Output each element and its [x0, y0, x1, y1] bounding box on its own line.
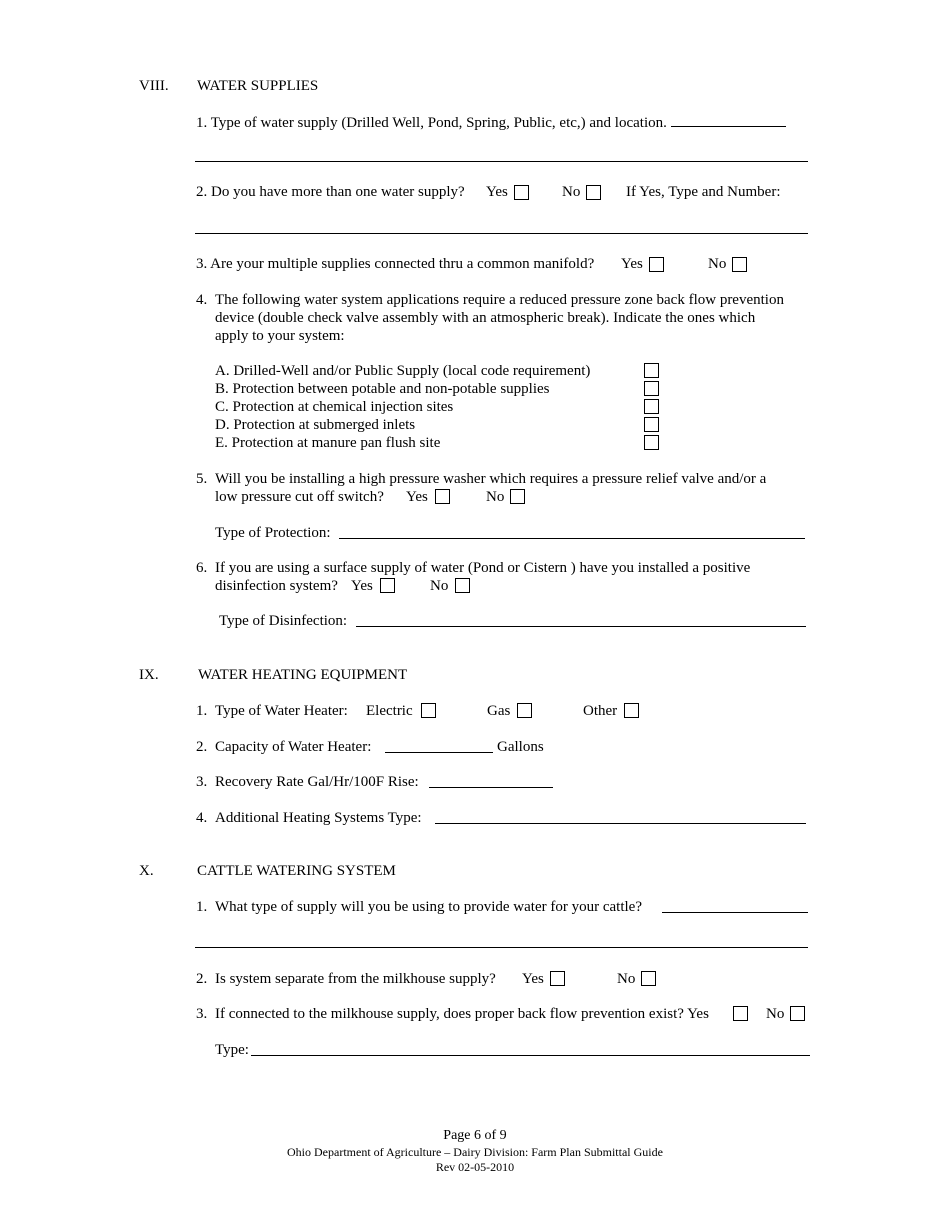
ix-q3-recovery-line[interactable] [429, 787, 553, 788]
viii-q2-if-label: If Yes, Type and Number: [626, 184, 781, 200]
viii-q2-yes-label: Yes [486, 184, 508, 200]
x-q1-answer-line[interactable] [662, 912, 808, 913]
viii-q4-item-a: A. Drilled-Well and/or Public Supply (local code requirement) [215, 363, 591, 379]
viii-q1-label: 1. Type of water supply (Drilled Well, Pond, Spring, Public, etc,) and location. [196, 114, 786, 132]
viii-q4-item-d-checkbox[interactable] [644, 417, 659, 432]
viii-q3-no-checkbox[interactable] [732, 257, 747, 272]
viii-q5-no-label: No [486, 489, 505, 505]
footer-revision: Rev 02-05-2010 [435, 1160, 515, 1174]
viii-q3-no-label: No [708, 256, 727, 272]
section-viii-title: WATER SUPPLIES [197, 78, 319, 94]
viii-q6-line2: disinfection system? [215, 578, 338, 594]
viii-q5-type-line[interactable] [339, 538, 805, 539]
viii-q3-yes-label: Yes [621, 256, 643, 272]
viii-q6-no-checkbox[interactable] [455, 578, 470, 593]
ix-q1-number: 1. [196, 703, 208, 719]
ix-q1-label: Type of Water Heater: [215, 703, 348, 719]
ix-q3-label: Recovery Rate Gal/Hr/100F Rise: [215, 774, 419, 790]
ix-q2-capacity-line[interactable] [385, 752, 493, 753]
section-ix-number: IX. [139, 667, 159, 683]
x-q2-no-label: No [617, 971, 636, 987]
x-q3-label: If connected to the milkhouse supply, does proper back flow prevention exist? Yes [215, 1006, 709, 1022]
section-x-title: CATTLE WATERING SYSTEM [197, 863, 396, 879]
viii-q5-yes-checkbox[interactable] [435, 489, 450, 504]
viii-q4-item-c-checkbox[interactable] [644, 399, 659, 414]
x-q1-answer-line-2[interactable] [195, 947, 808, 948]
x-q3-yes-checkbox[interactable] [733, 1006, 748, 1021]
ix-q4-number: 4. [196, 810, 208, 826]
viii-q1-answer-line[interactable] [671, 114, 786, 127]
x-q1-label: What type of supply will you be using to provide water for your cattle? [215, 899, 642, 915]
viii-q5-type-label: Type of Protection: [215, 525, 331, 541]
x-q2-number: 2. [196, 971, 208, 987]
viii-q6-line1: If you are using a surface supply of water (Pond or Cistern ) have you installed a positive [215, 560, 751, 576]
viii-q6-number: 6. [196, 560, 208, 576]
ix-q2-unit: Gallons [497, 739, 544, 755]
viii-q4-item-d: D. Protection at submerged inlets [215, 417, 416, 433]
viii-q6-yes-label: Yes [351, 578, 373, 594]
viii-q3-yes-checkbox[interactable] [649, 257, 664, 272]
section-ix-title: WATER HEATING EQUIPMENT [198, 667, 408, 683]
x-q3-number: 3. [196, 1006, 208, 1022]
viii-q4-item-c: C. Protection at chemical injection sites [215, 399, 454, 415]
ix-q2-number: 2. [196, 739, 208, 755]
footer-org: Ohio Department of Agriculture – Dairy Division: Farm Plan Submittal Guide [287, 1145, 663, 1159]
viii-q6-type-line[interactable] [356, 626, 806, 627]
ix-q4-label: Additional Heating Systems Type: [215, 810, 422, 826]
viii-q4-number: 4. [196, 292, 208, 308]
x-q3-no-label: No [766, 1006, 785, 1022]
ix-q1-electric-checkbox[interactable] [421, 703, 436, 718]
viii-q2-answer-line[interactable] [195, 233, 808, 234]
section-viii-number: VIII. [139, 78, 169, 94]
viii-q2-label: 2. Do you have more than one water supply? [196, 184, 465, 200]
section-x-number: X. [139, 863, 154, 879]
ix-q3-number: 3. [196, 774, 208, 790]
x-q2-label: Is system separate from the milkhouse supply? [215, 971, 496, 987]
viii-q4-line2: device (double check valve assembly with an atmospheric break). Indicate the ones which [215, 310, 756, 326]
ix-q1-electric-label: Electric [366, 703, 413, 719]
viii-q2-no-label: No [562, 184, 581, 200]
viii-q4-item-a-checkbox[interactable] [644, 363, 659, 378]
viii-q4-item-e-checkbox[interactable] [644, 435, 659, 450]
viii-q4-item-b-checkbox[interactable] [644, 381, 659, 396]
ix-q2-label: Capacity of Water Heater: [215, 739, 372, 755]
ix-q1-gas-label: Gas [487, 703, 511, 719]
viii-q6-yes-checkbox[interactable] [380, 578, 395, 593]
viii-q5-yes-label: Yes [406, 489, 428, 505]
viii-q3-label: 3. Are your multiple supplies connected thru a common manifold? [196, 256, 595, 272]
viii-q4-line1: The following water system applications require a reduced pressure zone back flow prevention [215, 292, 784, 308]
x-q2-no-checkbox[interactable] [641, 971, 656, 986]
viii-q1-answer-line-2[interactable] [195, 161, 808, 162]
x-q1-number: 1. [196, 899, 208, 915]
viii-q4-item-b: B. Protection between potable and non-potable supplies [215, 381, 550, 397]
viii-q2-yes-checkbox[interactable] [514, 185, 529, 200]
ix-q1-gas-checkbox[interactable] [517, 703, 532, 718]
footer-page-number: Page 6 of 9 [443, 1128, 507, 1143]
viii-q5-no-checkbox[interactable] [510, 489, 525, 504]
viii-q6-type-label: Type of Disinfection: [219, 613, 348, 629]
viii-q2-no-checkbox[interactable] [586, 185, 601, 200]
ix-q1-other-label: Other [583, 703, 618, 719]
viii-q5-number: 5. [196, 471, 208, 487]
ix-q4-type-line[interactable] [435, 823, 806, 824]
x-q3-no-checkbox[interactable] [790, 1006, 805, 1021]
viii-q4-item-e: E. Protection at manure pan flush site [215, 435, 441, 451]
viii-q4-line3: apply to your system: [215, 328, 345, 344]
viii-q5-line1: Will you be installing a high pressure washer which requires a pressure relief valve and/or a [215, 471, 767, 487]
x-q2-yes-label: Yes [522, 971, 544, 987]
viii-q5-line2: low pressure cut off switch? [215, 489, 384, 505]
viii-q6-no-label: No [430, 578, 449, 594]
x-q2-yes-checkbox[interactable] [550, 971, 565, 986]
x-q3-type-label: Type: [215, 1042, 249, 1058]
ix-q1-other-checkbox[interactable] [624, 703, 639, 718]
x-q3-type-line[interactable] [251, 1055, 810, 1056]
